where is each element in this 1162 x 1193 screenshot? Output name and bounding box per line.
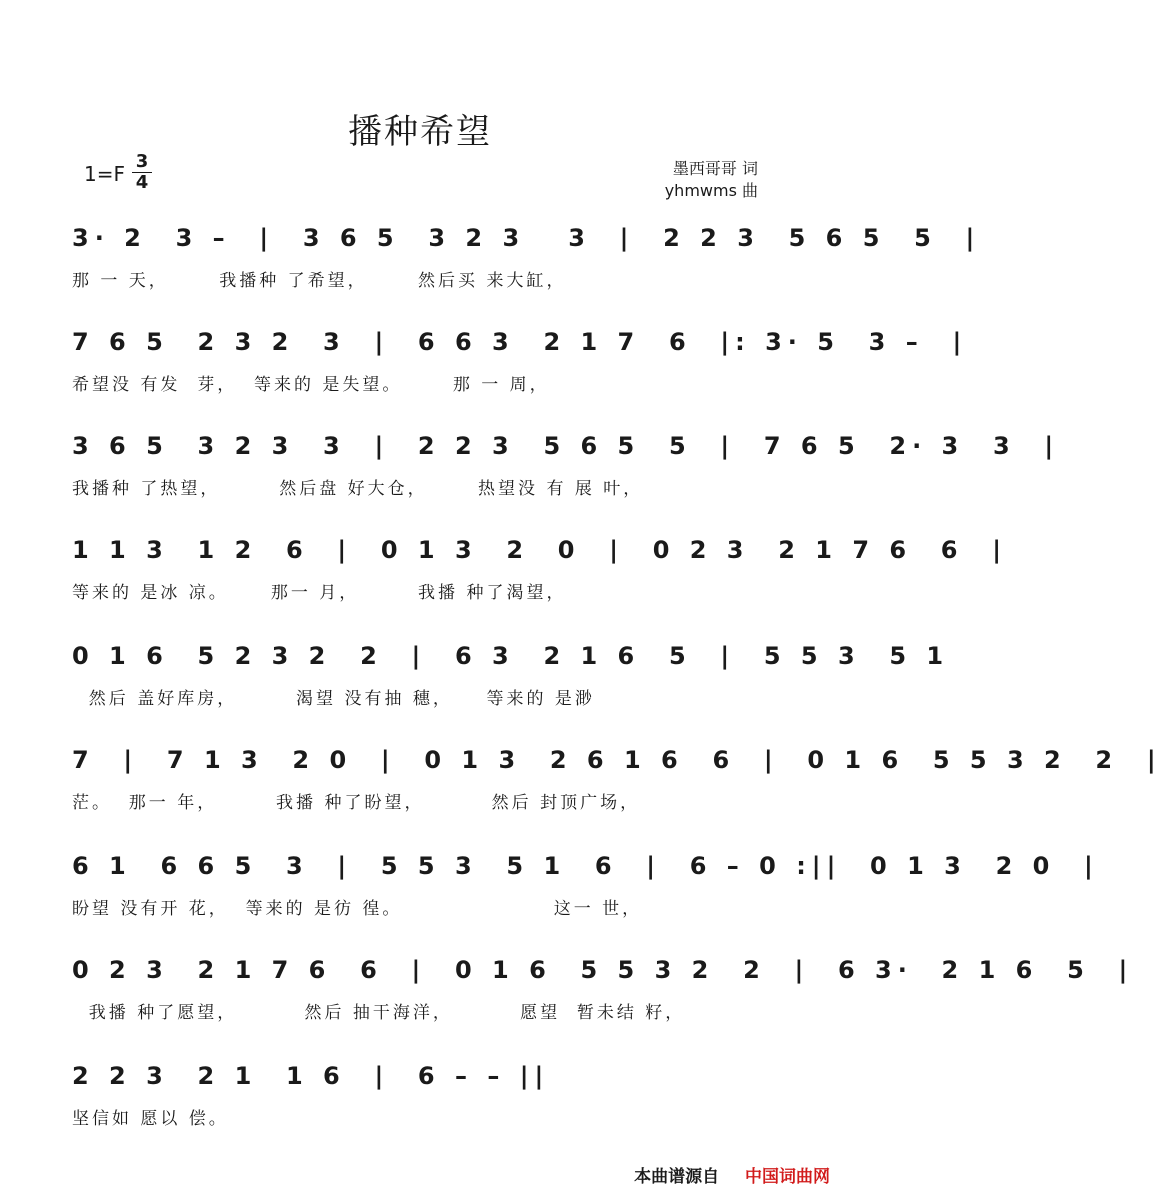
- time-signature: [132, 152, 152, 193]
- source-site: 中国词曲网: [745, 1167, 830, 1187]
- lyric-row: 等来的 是冰 凉。 那一 月， 我播 种了渴望，: [72, 583, 567, 603]
- notation-row: 7 | 7 1 3 2 0 | 0 1 3 2 6 1 6 6 | 0 1 6 5 5 3 2 2 |: [72, 746, 1162, 774]
- lyric-row: 我播种 了热望， 然后盘 好大仓， 热望没 有 展 叶，: [72, 479, 644, 499]
- lyric-row: 希望没 有发 芽， 等来的 是失望。 那 一 周，: [72, 375, 550, 395]
- notation-row: 1 1 3 1 2 6 | 0 1 3 2 0 | 0 2 3 2 1 7 6 6 |: [72, 536, 1007, 564]
- lyric-row: 然后 盖好库房， 渴望 没有抽 穗， 等来的 是渺: [72, 689, 595, 709]
- lyric-row: 那 一 天， 我播种 了希望， 然后买 来大缸，: [72, 271, 567, 291]
- notation-row: 0 2 3 2 1 7 6 6 | 0 1 6 5 5 3 2 2 | 6 3· 2 1 6 5 |: [72, 956, 1134, 984]
- credits: [665, 158, 758, 202]
- notation-row: 2 2 3 2 1 1 6 | 6 – – ||: [72, 1062, 550, 1090]
- source-watermark: [634, 1162, 830, 1187]
- lyric-row: 坚信如 愿以 偿。: [72, 1109, 229, 1129]
- notation-row: 3· 2 3 – | 3 6 5 3 2 3 3 | 2 2 3 5 6 5 5 |: [72, 224, 981, 252]
- key-signature: 1=F: [84, 162, 125, 186]
- notation-row: 3 6 5 3 2 3 3 | 2 2 3 5 6 5 5 | 7 6 5 2· 3 3 |: [72, 432, 1060, 460]
- lyric-row: 我播 种了愿望， 然后 抽干海洋， 愿望 暂未结 籽，: [72, 1003, 686, 1023]
- song-title: 播种希望: [348, 112, 492, 152]
- notation-row: 0 1 6 5 2 3 2 2 | 6 3 2 1 6 5 | 5 5 3 5 1: [72, 642, 950, 670]
- notation-row: 6 1 6 6 5 3 | 5 5 3 5 1 6 | 6 – 0 :|| 0 1 3 2 0 |: [72, 852, 1099, 880]
- source-label: 本曲谱源自: [634, 1167, 720, 1187]
- lyricist: 墨西哥哥 词: [672, 159, 758, 178]
- lyric-row: 茫。 那一 年， 我播 种了盼望， 然后 封顶广场，: [72, 793, 641, 813]
- meter-numerator: 3: [135, 151, 149, 172]
- lyric-row: 盼望 没有开 花， 等来的 是彷 徨。 这一 世，: [72, 899, 643, 919]
- notation-row: 7 6 5 2 3 2 3 | 6 6 3 2 1 7 6 |: 3· 5 3 – |: [72, 328, 968, 356]
- meter-denominator: 4: [132, 172, 152, 193]
- composer: yhmwms 曲: [664, 181, 758, 200]
